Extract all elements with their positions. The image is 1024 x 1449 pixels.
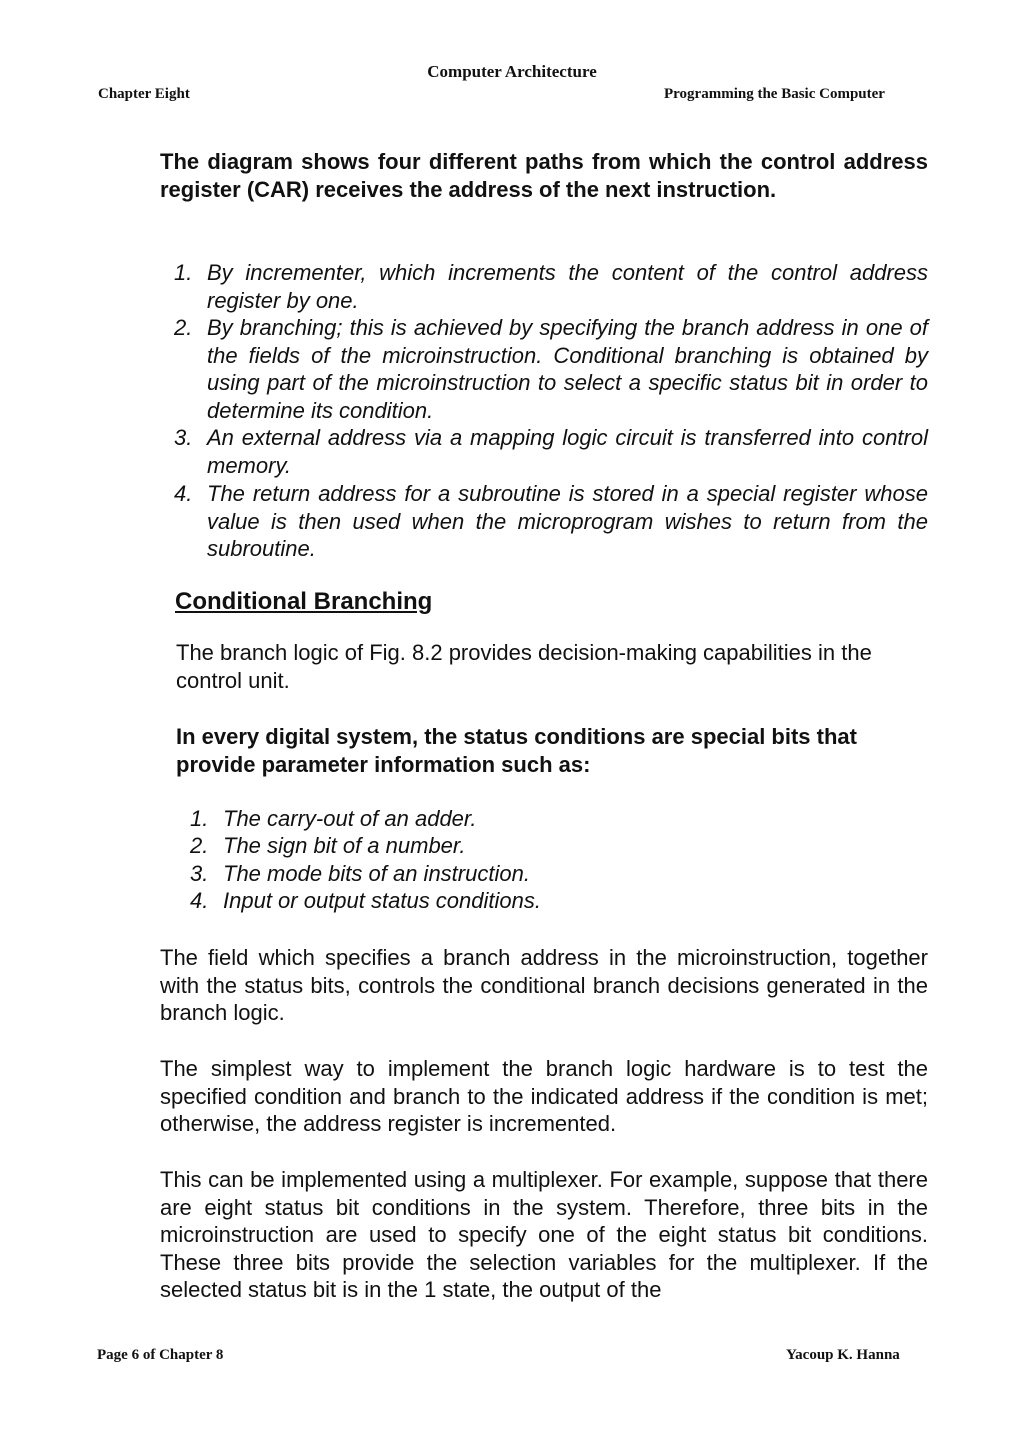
multiplexer-paragraph: This can be implemented using a multiplexer. For example, suppose that there are eight status bit conditions in the system. Therefore, three bits in the microinstruction are used to specify one of the eight status bit conditions. These three bits provide the selection variables for the multiplexer. If the selected status bit is in the 1 state, the output of the	[160, 1167, 928, 1302]
section-heading: Conditional Branching	[175, 588, 433, 615]
field-paragraph: The field which specifies a branch address in the microinstruction, together with the status bits, controls the conditional branch decisions generated in the branch logic.	[160, 945, 928, 1025]
list-item	[190, 860, 823, 888]
list-item	[174, 314, 928, 424]
list-item-number: 3.	[174, 425, 193, 450]
list-item-text: The carry-out of an adder.	[223, 806, 477, 831]
list-item-text: By branching; this is achieved by specifying the branch address in one of the fields of the microinstruction. Conditional branching is obtained by using part of the microinstruction to select a specific status bit in order to determine its condition.	[207, 315, 928, 423]
list-item-text: The mode bits of an instruction.	[223, 861, 530, 886]
list-item	[190, 887, 823, 915]
header-chapter: Chapter Eight	[98, 86, 190, 102]
status-intro-paragraph: In every digital system, the status conditions are special bits that provide parameter information such as:	[176, 724, 857, 777]
list-item-number: 2.	[174, 315, 193, 340]
header-title: Computer Architecture	[427, 62, 597, 81]
list-item-text: The return address for a subroutine is stored in a special register whose value is then used when the microprogram wishes to return from the subroutine.	[207, 481, 928, 561]
list-item-text: The sign bit of a number.	[223, 833, 466, 858]
footer-author: Yacoup K. Hanna	[786, 1347, 900, 1363]
list-item	[174, 259, 928, 314]
list-item-text: By incrementer, which increments the content of the control address register by one.	[207, 260, 928, 313]
list-item-number: 1.	[190, 806, 209, 831]
list-item-number: 1.	[174, 260, 193, 285]
list-item-number: 3.	[190, 861, 209, 886]
list-item-number: 2.	[190, 833, 209, 858]
intro-paragraph: The diagram shows four different paths from which the control address register (CAR) receives the address of the next instruction.	[160, 149, 928, 202]
list-item-text: Input or output status conditions.	[223, 888, 541, 913]
simplest-paragraph: The simplest way to implement the branch logic hardware is to test the specified condition and branch to the indicated address if the condition is met; otherwise, the address register is incremented.	[160, 1056, 928, 1136]
footer-page-number: Page 6 of Chapter 8	[97, 1347, 224, 1363]
list-item	[190, 832, 823, 860]
branch-logic-paragraph: The branch logic of Fig. 8.2 provides decision-making capabilities in the control unit.	[176, 640, 872, 693]
list-item	[174, 424, 928, 479]
list-item	[190, 805, 823, 833]
list-item-number: 4.	[190, 888, 209, 913]
list-item	[174, 480, 928, 563]
list-item-text: An external address via a mapping logic circuit is transferred into control memory.	[207, 425, 928, 478]
header-topic: Programming the Basic Computer	[664, 86, 885, 102]
list-item-number: 4.	[174, 481, 193, 506]
